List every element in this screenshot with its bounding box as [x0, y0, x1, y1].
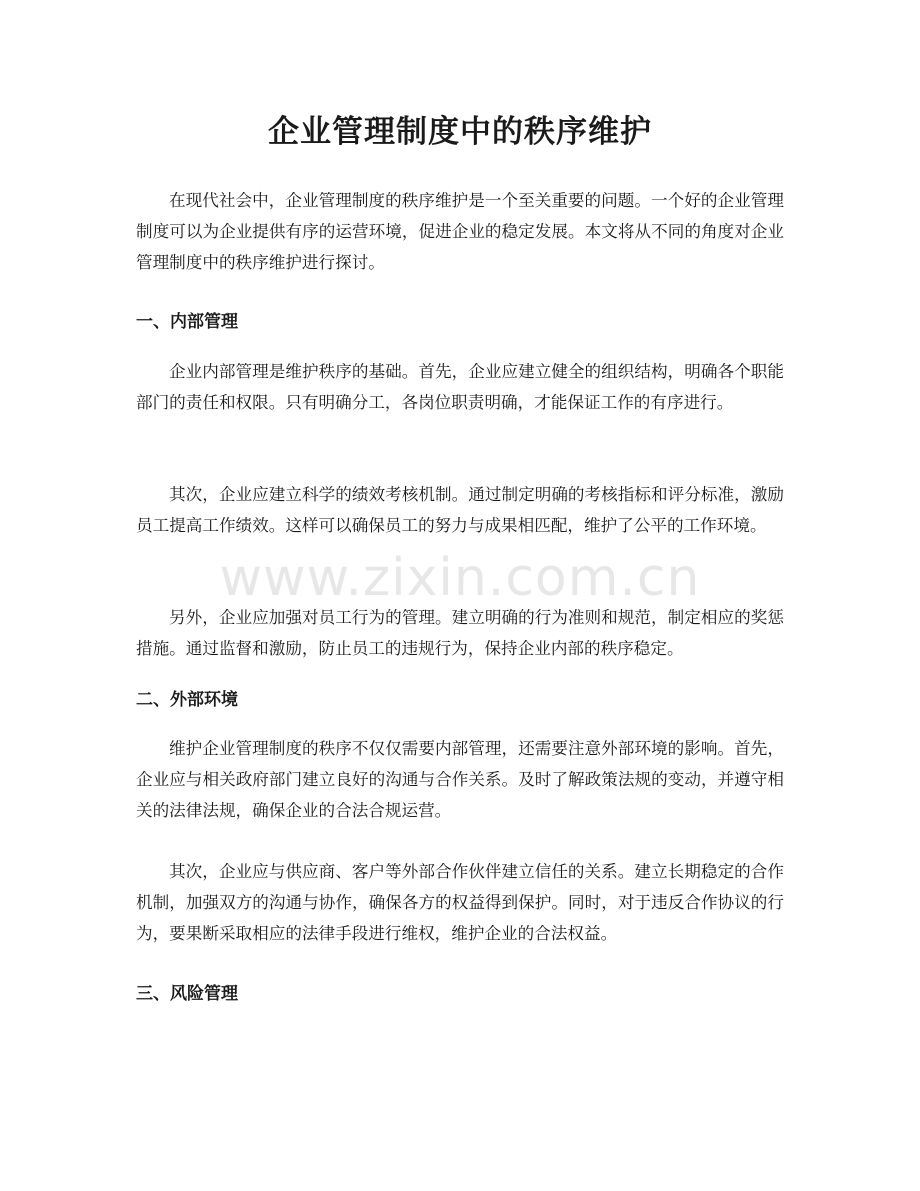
internal-management-paragraph-2: 其次，企业应建立科学的绩效考核机制。通过制定明确的考核指标和评分标准，激励员工提高工作绩效。这样可以确保员工的努力与成果相匹配，维护了公平的工作环境。: [136, 485, 784, 535]
internal-management-paragraph-3: 另外，企业应加强对员工行为的管理。建立明确的行为准则和规范，制定相应的奖惩措施。通过监督和激励，防止员工的违规行为，保持企业内部的秩序稳定。: [136, 608, 784, 658]
section-heading-risk-management: 三、风险管理: [136, 984, 238, 1004]
section-heading-external-environment: 二、外部环境: [136, 690, 238, 710]
intro-paragraph: 在现代社会中，企业管理制度的秩序维护是一个至关重要的问题。一个好的企业管理制度可以为企业提供有序的运营环境，促进企业的稳定发展。本文将从不同的角度对企业管理制度中的秩序维护进行探讨。: [136, 191, 784, 272]
external-environment-paragraph-1: 维护企业管理制度的秩序不仅仅需要内部管理，还需要注意外部环境的影响。首先，企业应与相关政府部门建立良好的沟通与合作关系。及时了解政策法规的变动，并遵守相关的法律法规，确保企业的合法合规运营。: [136, 739, 784, 820]
document-title: 企业管理制度中的秩序维护: [268, 114, 652, 150]
section-heading-internal-management: 一、内部管理: [136, 312, 238, 332]
external-environment-paragraph-2: 其次，企业应与供应商、客户等外部合作伙伴建立信任的关系。建立长期稳定的合作机制，加强双方的沟通与协作，确保各方的权益得到保护。同时，对于违反合作协议的行为，要果断采取相应的法律手段进行维权，维护企业的合法权益。: [136, 862, 784, 943]
internal-management-paragraph-1: 企业内部管理是维护秩序的基础。首先，企业应建立健全的组织结构，明确各个职能部门的责任和权限。只有明确分工，各岗位职责明确，才能保证工作的有序进行。: [136, 362, 784, 412]
watermark: www.zixin.com.cn: [219, 548, 701, 608]
